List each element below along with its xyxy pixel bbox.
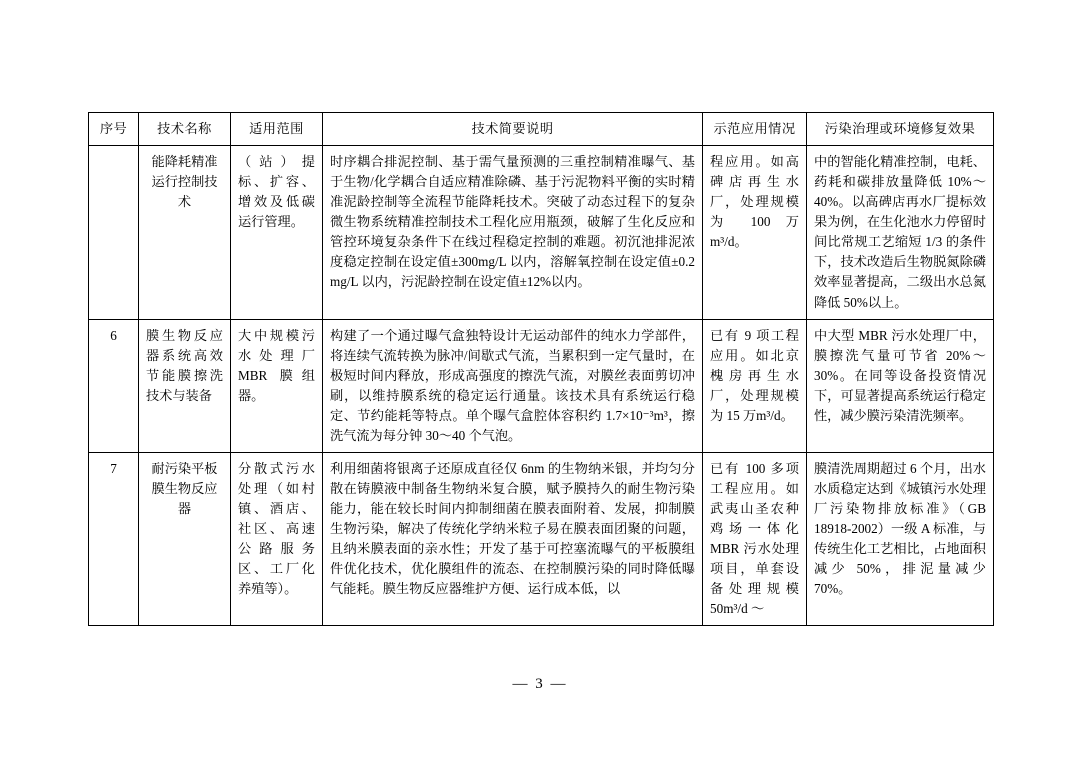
column-header-seq: 序号	[89, 113, 139, 146]
cell-effect: 中的智能化精准控制，电耗、药耗和碳排放量降低 10%～40%。以高碑店再水厂提标效果为例，在生化池水力停留时间比常规工艺缩短 1/3 的条件下，技术改造后生物脱氮除磷效率显著提高，二级出水总氮降低 50%以上。	[807, 146, 994, 320]
column-header-scope: 适用范围	[231, 113, 323, 146]
table-header	[89, 113, 994, 146]
table-row	[89, 452, 994, 626]
cell-description: 时序耦合排泥控制、基于需气量预测的三重控制精准曝气、基于生物/化学耦合自适应精准除磷、基于污泥物料平衡的实时精准泥龄控制等全流程节能降耗技术。突破了动态过程下的复杂微生物系统精准控制技术工程化应用瓶颈，破解了生化反应和管控环境复杂条件下在线过程稳定控制的难题。初沉池排泥浓度稳定控制在设定值±300mg/L 以内，溶解氧控制在设定值±0.2 mg/L 以内，污泥龄控制在设定值±12%以内。	[323, 146, 703, 320]
column-header-demo-application: 示范应用情况	[703, 113, 807, 146]
cell-scope: 分散式污水处理（如村镇、酒店、社区、高速公路服务区、工厂化养殖等）。	[231, 452, 323, 626]
page-number: — 3 —	[512, 676, 568, 692]
table-body	[89, 146, 994, 626]
table-header-row	[89, 113, 994, 146]
column-header-technology-name: 技术名称	[139, 113, 231, 146]
column-header-description: 技术简要说明	[323, 113, 703, 146]
technology-catalog-table	[88, 112, 994, 626]
cell-scope: （站）提标、扩容、增效及低碳运行管理。	[231, 146, 323, 320]
column-header-effect: 污染治理或环境修复效果	[807, 113, 994, 146]
table-row	[89, 319, 994, 452]
cell-technology-name: 膜生物反应器系统高效节能膜擦洗技术与装备	[139, 319, 231, 452]
cell-seq	[89, 146, 139, 320]
cell-effect: 膜清洗周期超过 6 个月，出水水质稳定达到《城镇污水处理厂污染物排放标准》（GB 18918-2002）一级 A 标准，与传统生化工艺相比，占地面积减少 50%，排泥量减少 70%。	[807, 452, 994, 626]
cell-demo-application: 已有 9 项工程应用。如北京槐房再生水厂，处理规模为 15 万m³/d。	[703, 319, 807, 452]
cell-seq: 7	[89, 452, 139, 626]
cell-demo-application: 程应用。如高碑店再生水厂，处理规模为 100 万m³/d。	[703, 146, 807, 320]
cell-effect: 中大型 MBR 污水处理厂中，膜擦洗气量可节省 20%～30%。在同等设备投资情况下，可显著提高系统运行稳定性，减少膜污染清洗频率。	[807, 319, 994, 452]
cell-seq: 6	[89, 319, 139, 452]
cell-demo-application: 已有 100 多项工程应用。如武夷山圣农种鸡场一体化MBR 污水处理项目，单套设备处理规模50m³/d ～	[703, 452, 807, 626]
cell-scope: 大中规模污水处理厂MBR 膜组器。	[231, 319, 323, 452]
cell-technology-name: 能降耗精准运行控制技术	[139, 146, 231, 320]
cell-description: 利用细菌将银离子还原成直径仅 6nm 的生物纳米银，并均匀分散在铸膜液中制备生物纳米复合膜，赋予膜持久的耐生物污染能力，能在较长时间内抑制细菌在膜表面附着、发展，抑制膜生物污染，解决了传统化学纳米粒子易在膜表面团聚的问题，且纳米膜表面的亲水性；开发了基于可控塞流曝气的平板膜组件优化技术，优化膜组件的流态、在控制膜污染的同时降低曝气能耗。膜生物反应器维护方便、运行成本低，以	[323, 452, 703, 626]
table-row	[89, 146, 994, 320]
cell-description: 构建了一个通过曝气盒独特设计无运动部件的纯水力学部件，将连续气流转换为脉冲/间歇式气流，当累积到一定气量时，在极短时间内释放，形成高强度的擦洗气流，对膜丝表面剪切冲刷，以维持膜系统的稳定运行通量。该技术具有系统运行稳定、节约能耗等特点。单个曝气盒腔体容积约 1.7×10⁻³m³，擦洗气流为每分钟 30～40 个气泡。	[323, 319, 703, 452]
cell-technology-name: 耐污染平板膜生物反应器	[139, 452, 231, 626]
